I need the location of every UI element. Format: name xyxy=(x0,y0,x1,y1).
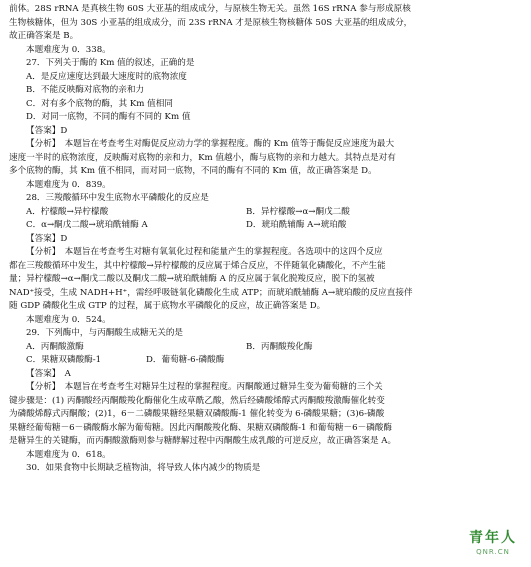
watermark-text: 青年人 xyxy=(469,530,517,546)
q28-analysis: 【分析】 本题旨在考查考生对糖有氧氧化过程和能量产生的掌握程度。各选项中的这四个反应 xyxy=(26,247,383,257)
q27-option-b: B．不能反映酶对底物的亲和力 xyxy=(26,85,145,95)
q29-analysis: 【分析】 本题旨在考查考生对糖异生过程的掌握程度。丙酮酸通过糖异生变为葡萄糖的三个关 xyxy=(26,382,383,392)
difficulty-line: 本题难度为 0．524。 xyxy=(26,314,111,325)
q28-option-b: B．异柠檬酸→α→酮戊二酸 xyxy=(246,206,350,217)
q27-option-a: A．是反应速度达到最大速度时的底物浓度 xyxy=(26,71,187,82)
text-line: 是糖异生的关键酶，而丙酮酸激酶则参与糖酵解过程中丙酮酸生成乳酸的可逆反应，故正确答案是 A。 xyxy=(9,436,397,446)
text-line: 生物核糖体，但为 30S 小亚基的组成成分，而 23S rRNA 才是原核生物核糖体 50S 大亚基的组成成分， xyxy=(9,17,413,28)
q27-analysis: 【分析】 本题旨在考查考生对酶促反应动力学的掌握程度。酶的 Km 值等于酶促反应速度为最大 xyxy=(26,139,395,149)
question-29: 29．下列酶中，与丙酮酸生成糖无关的是 xyxy=(26,328,184,338)
q28-options-row-2 xyxy=(9,219,523,233)
difficulty-line: 本题难度为 0．839。 xyxy=(26,179,111,190)
difficulty-line: 本题难度为 0．338。 xyxy=(26,44,111,55)
q29-option-a: A．丙酮酸激酶 xyxy=(26,341,84,352)
q28-option-c: C．α→酮戊二酸→琥珀酰辅酶 A xyxy=(26,220,148,230)
q29-option-d: D．葡萄糖-6-磷酸酶 xyxy=(146,355,225,365)
text-line: 速度一半时的底物浓度，反映酶对底物的亲和力，Km 值越小，酶与底物的亲和力越大。其特点是对有 xyxy=(9,152,396,163)
q27-answer: 【答案】D xyxy=(26,125,68,136)
text-line: 都在三羧酸循环中发生，其中柠檬酸→异柠檬酸的反应属于烯合反应，不伴随氧化磷酸化，不产生能 xyxy=(9,260,386,271)
q28-option-d: D．琥珀酰辅酶 A→琥珀酸 xyxy=(246,220,347,230)
q29-answer: 【答案】 A xyxy=(26,368,71,379)
q28-answer: 【答案】D xyxy=(26,233,68,244)
q27-option-d: D．对同一底物，不同的酶有不同的 Km 值 xyxy=(26,112,191,122)
question-27: 27．下列关于酶的 Km 值的叙述，正确的是 xyxy=(26,58,195,68)
q29-options-row-1 xyxy=(9,341,523,355)
q27-option-c: C．对有多个底物的酶，其 Km 值相同 xyxy=(26,98,173,109)
question-30: 30．如果食物中长期缺乏植物油，将导致人体内减少的物质是 xyxy=(26,463,261,473)
text-line: 为磷酸烯醇式丙酮酸；(2)1，6－二磷酸果糖经果糖双磷酸酶-1 催化转变为 6-磷酸果糖；(3)6-磷酸 xyxy=(9,409,385,419)
text-line: 故正确答案是 B。 xyxy=(9,31,79,41)
difficulty-line: 本题难度为 0．618。 xyxy=(26,449,111,460)
document-page xyxy=(9,3,523,476)
text-line: NAD⁺接受，生成 NADH+H⁺，需经呼吸链氧化磷酸化生成 ATP；而琥珀酰辅酶 A→琥珀酸的反应直接伴 xyxy=(9,287,413,298)
text-line: 多个底物的酶，其 Km 值不相同，而对同一底物，不同的酶有不同的 Km 值，故正确答案是 D。 xyxy=(9,166,377,176)
question-28: 28．三羧酸循环中发生底物水平磷酸化的反应是 xyxy=(26,193,209,203)
text-line: 随 GDP 磷酸化生成 GTP 的过程，属于底物水平磷酸化的反应，故正确答案是 D。 xyxy=(9,301,326,311)
text-line: 前体。28S rRNA 是真核生物 60S 大亚基的组成成分，与原核生物无关。虽然 16S rRNA 参与形成原核 xyxy=(9,4,411,14)
q28-option-a: A．柠檬酸→异柠檬酸 xyxy=(26,206,109,217)
text-line: 键步骤是：(1) 丙酮酸经丙酮酸羧化酶催化生成草酰乙酸，然后经磷酸烯醇式丙酮酸羧激酶催化转变 xyxy=(9,395,385,406)
q29-options-row-2 xyxy=(9,354,523,368)
site-watermark-logo xyxy=(461,532,525,559)
watermark-subtext: QNR.CN xyxy=(476,547,510,556)
q28-options-row-1 xyxy=(9,206,523,220)
text-line: 果糖经葡萄糖－6－磷酸酶水解为葡萄糖。因此丙酮酸羧化酶、果糖双磷酸酶-1 和葡萄糖－6－磷酸酶 xyxy=(9,422,392,433)
q29-option-b: B．丙酮酸羧化酶 xyxy=(246,341,313,352)
q29-option-c: C．果糖双磷酸酶-1 xyxy=(26,355,102,365)
text-line: 量；异柠檬酸→α→酮戊二酸以及酮戊二酸→琥珀酰辅酶 A 的反应属于氧化脱羧反应，脱下的氢被 xyxy=(9,274,375,284)
